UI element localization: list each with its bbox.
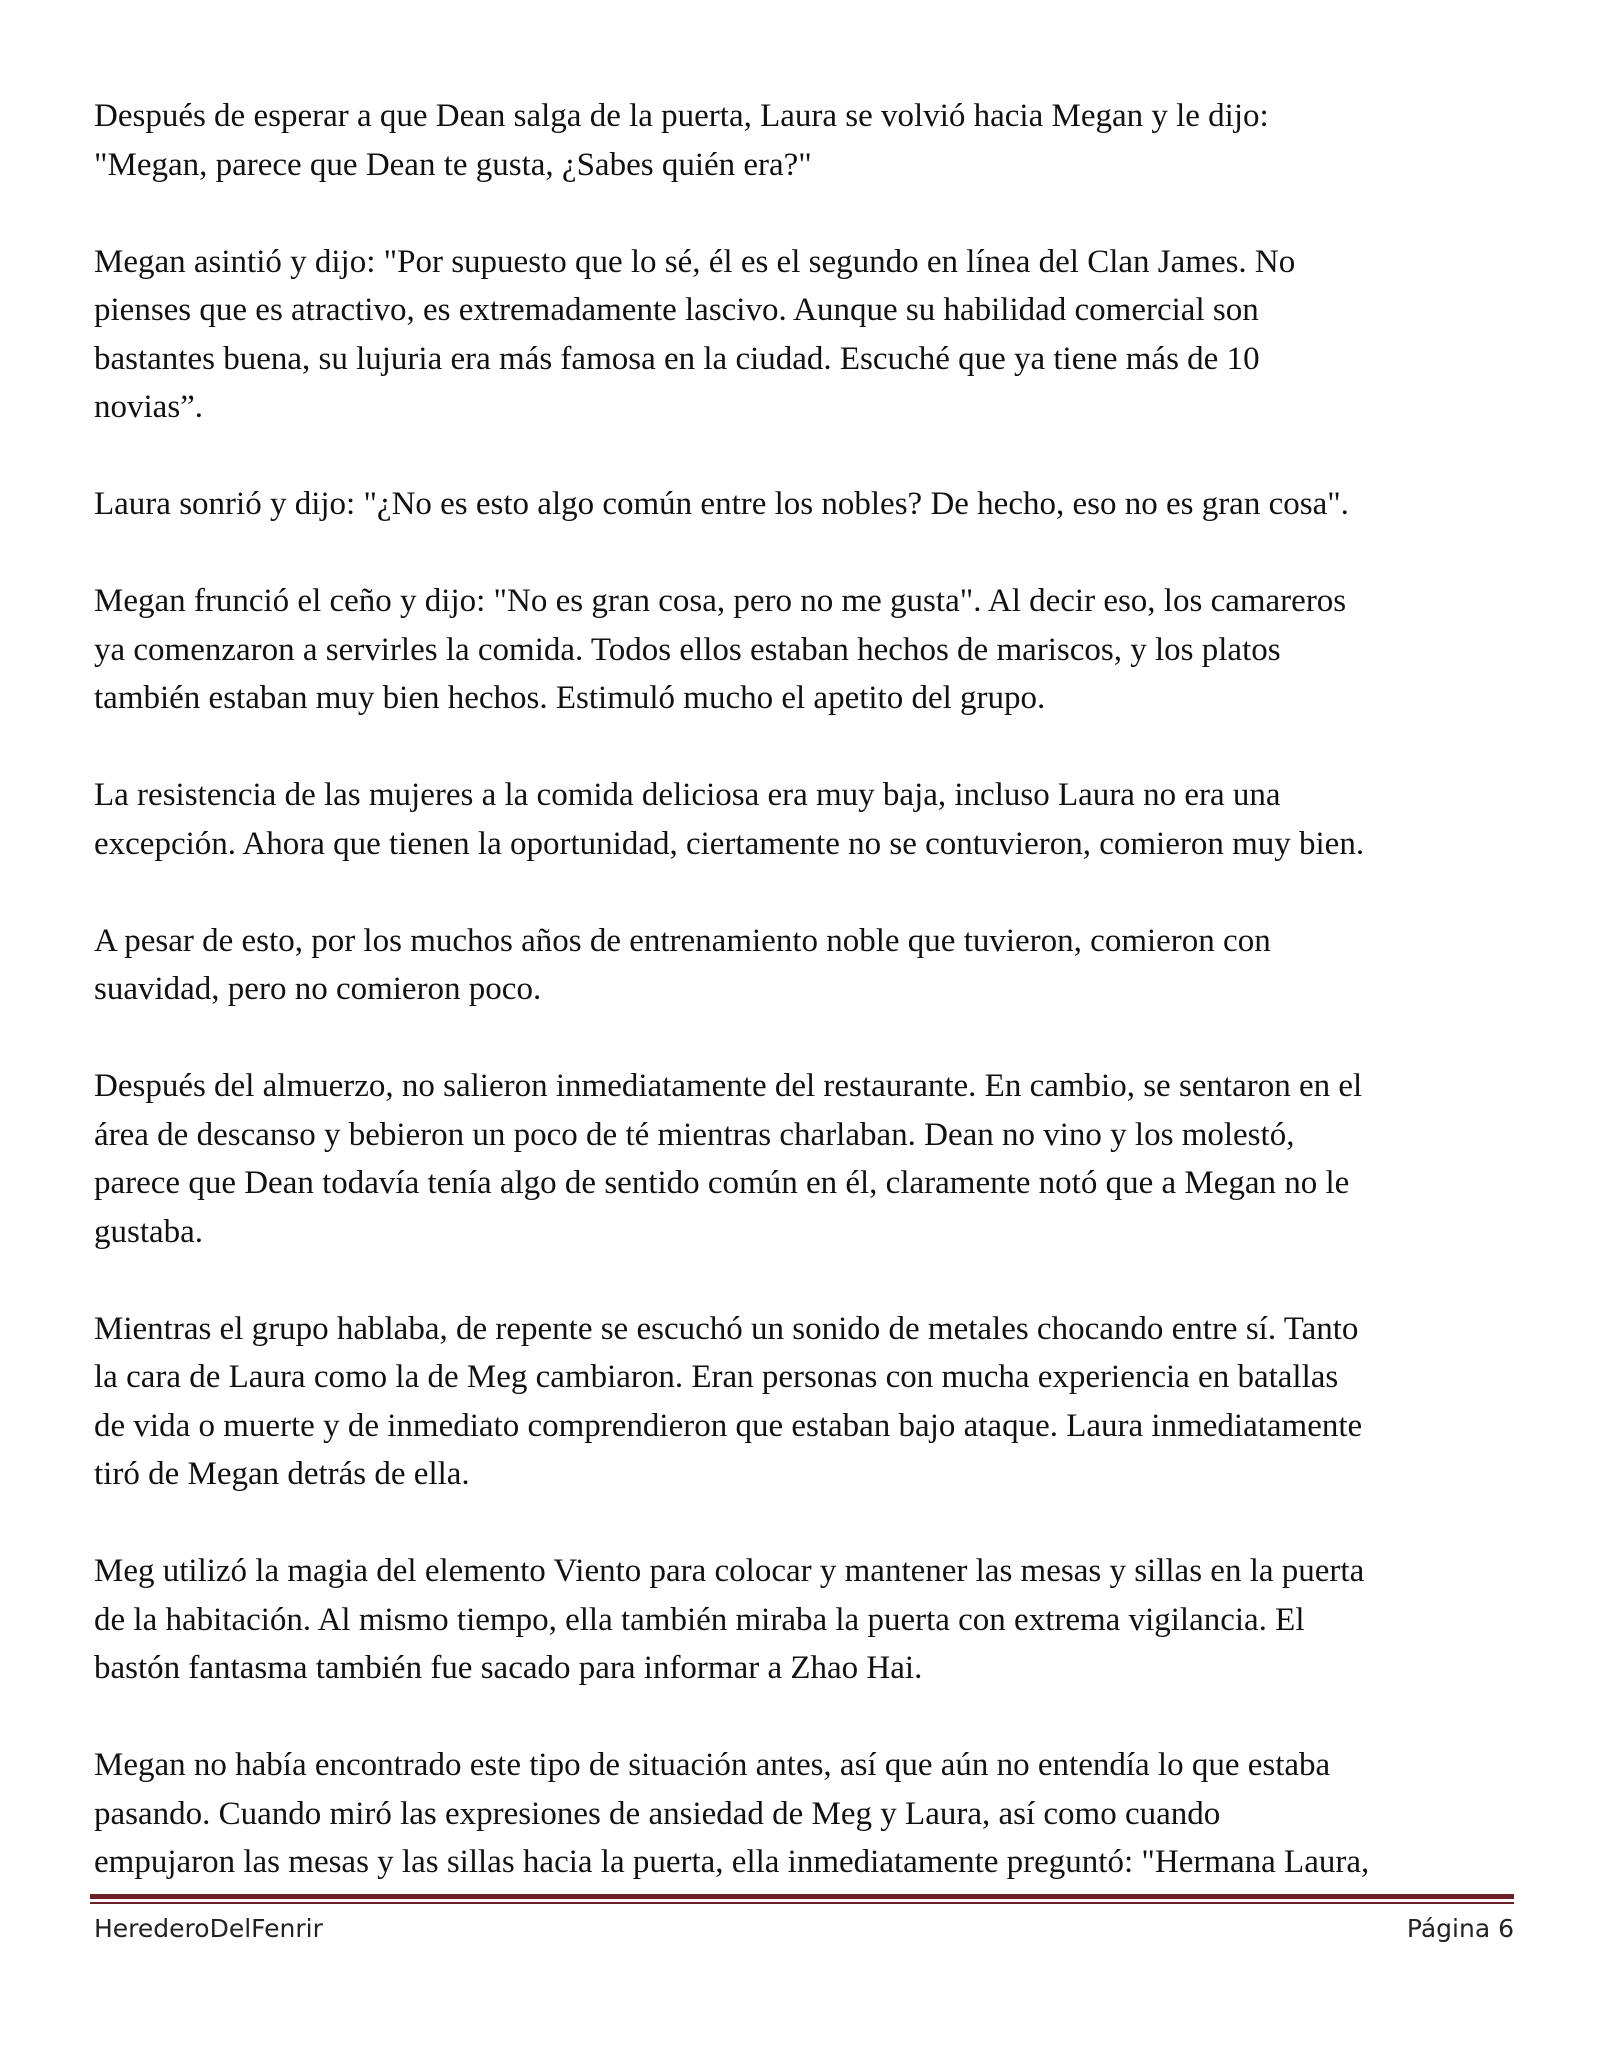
text-line: excepción. Ahora que tienen la oportunidad, ciertamente no se contuvieron, comieron muy bien. (94, 825, 1365, 862)
text-line: gustaba. (94, 1213, 204, 1250)
text-line: Megan frunció el ceño y dijo: "No es gran cosa, pero no me gusta". Al decir eso, los camareros (94, 583, 1347, 619)
paragraph (94, 917, 1514, 1014)
text-line: pienses que es atractivo, es extremadamente lascivo. Aunque su habilidad comercial son (94, 292, 1259, 328)
text-line: Meg utilizó la magia del elemento Viento para colocar y mantener las mesas y sillas en la puerta (94, 1553, 1365, 1589)
text-line: suavidad, pero no comieron poco. (94, 971, 542, 1007)
text-line: parece que Dean todavía tenía algo de sentido común en él, claramente notó que a Megan no le (94, 1165, 1350, 1201)
text-line: bastantes buena, su lujuria era más famosa en la ciudad. Escuché que ya tiene más de 10 (94, 340, 1260, 377)
text-line: novias”. (94, 389, 204, 425)
text-line: ya comenzaron a servirles la comida. Todos ellos estaban hechos de mariscos, y los platos (94, 631, 1281, 668)
text-line: la cara de Laura como la de Meg cambiaron. Eran personas con mucha experiencia en batallas (94, 1359, 1339, 1395)
text-line: empujaron las mesas y las sillas hacia la puerta, ella inmediatamente preguntó: "Hermana Laura, (94, 1844, 1370, 1880)
text-line: también estaban muy bien hechos. Estimuló mucho el apetito del grupo. (94, 680, 1046, 716)
text-line: tiró de Megan detrás de ella. (94, 1456, 470, 1492)
paragraph (94, 1741, 1514, 1887)
footer-page-number: Página 6 (1406, 1914, 1514, 1943)
text-line: pasando. Cuando miró las expresiones de ansiedad de Meg y Laura, así como cuando (94, 1795, 1221, 1832)
paragraph (94, 1547, 1514, 1693)
text-line: La resistencia de las mujeres a la comida deliciosa era muy baja, incluso Laura no era una (94, 777, 1281, 813)
text-line: Megan no había encontrado este tipo de situación antes, así que aún no entendía lo que estaba (94, 1747, 1331, 1783)
text-line: Megan asintió y dijo: "Por supuesto que lo sé, él es el segundo en línea del Clan James. No (94, 243, 1296, 280)
footer-divider-thin (90, 1902, 1514, 1904)
text-line: de la habitación. Al mismo tiempo, ella también miraba la puerta con extrema vigilancia. El (94, 1601, 1305, 1638)
text-line: área de descanso y bebieron un poco de té mientras charlaban. Dean no vino y los molestó, (94, 1116, 1295, 1153)
text-line: A pesar de esto, por los muchos años de entrenamiento noble que tuvieron, comieron con (94, 922, 1271, 959)
text-line: Mientras el grupo hablaba, de repente se escuchó un sonido de metales chocando entre sí. Tanto (94, 1310, 1359, 1347)
paragraph (94, 771, 1514, 868)
text-line: de vida o muerte y de inmediato comprendieron que estaban bajo ataque. Laura inmediatamente (94, 1407, 1363, 1444)
paragraph (94, 92, 1514, 189)
paragraph (94, 1305, 1514, 1499)
paragraph (94, 577, 1514, 723)
footer-author: HerederoDelFenrir (94, 1914, 323, 1943)
document-body (94, 92, 1514, 1935)
paragraph (94, 238, 1514, 432)
text-line: bastón fantasma también fue sacado para informar a Zhao Hai. (94, 1650, 923, 1686)
text-line: Después del almuerzo, no salieron inmediatamente del restaurante. En cambio, se sentaron en el (94, 1068, 1363, 1104)
paragraph (94, 1062, 1514, 1256)
text-line: Después de esperar a que Dean salga de la puerta, Laura se volvió hacia Megan y le dijo: (94, 98, 1269, 134)
text-line: Laura sonrió y dijo: "¿No es esto algo común entre los nobles? De hecho, eso no es gran cosa". (94, 486, 1349, 522)
footer-divider (90, 1894, 1514, 1899)
paragraph (94, 480, 1514, 529)
text-line: "Megan, parece que Dean te gusta, ¿Sabes quién era?" (94, 146, 812, 183)
